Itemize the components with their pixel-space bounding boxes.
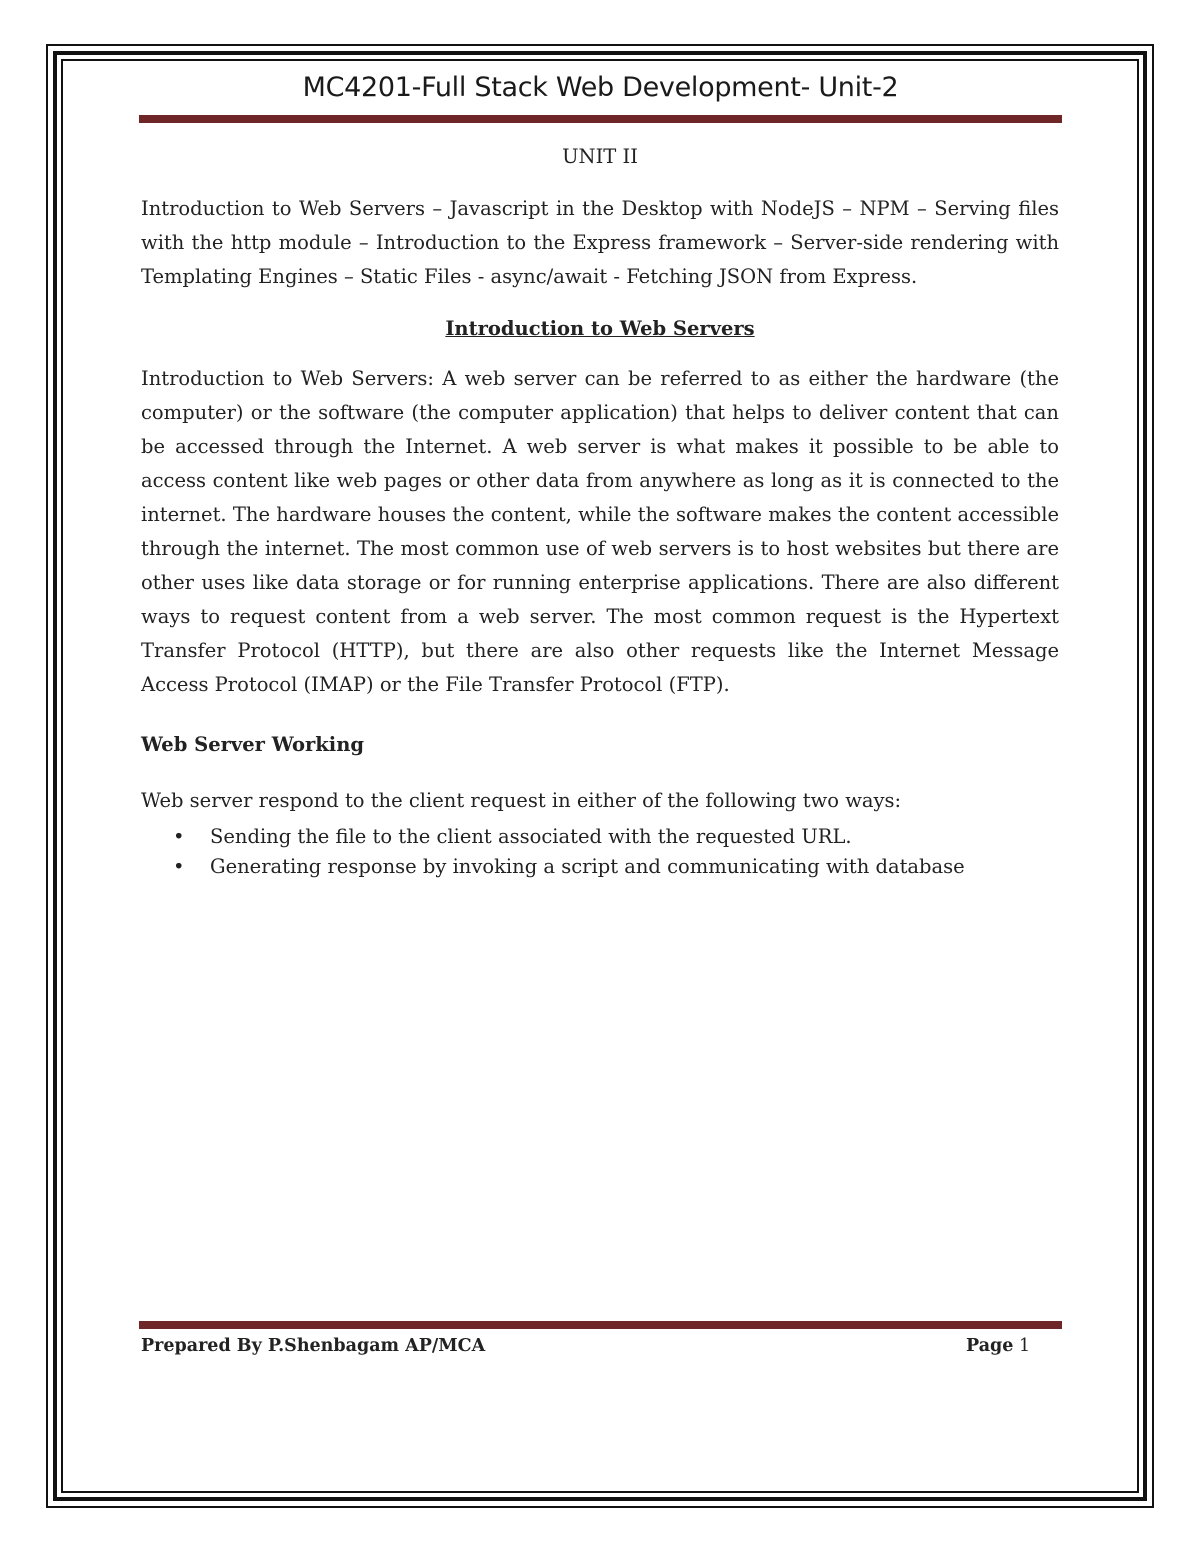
page-header-title: MC4201-Full Stack Web Development- Unit-2: [302, 72, 899, 103]
list-item-text: Generating response by invoking a script and communicating with database: [210, 855, 965, 878]
page-content: [141, 140, 1059, 882]
footer-page-number: [966, 1336, 1030, 1356]
page-label: Page: [966, 1336, 1014, 1356]
section-body-paragraph: Introduction to Web Servers: A web server can be referred to as either the hardware (the computer) or the software (the computer application) that helps to deliver content that can be accessed through the Internet. A web server is what makes it possible to be able to access content like web pages or other data from anywhere as long as it is connected to the internet. The hardware houses the content, while the software makes the content accessible through the internet. The most common use of web servers is to host websites but there are other uses like data storage or for running enterprise applications. There are also different ways to request content from a web server. The most common request is the Hypertext Transfer Protocol (HTTP), but there are also other requests like the Internet Message Access Protocol (IMAP) or the File Transfer Protocol (FTP).: [141, 367, 1059, 696]
list-item: [141, 822, 1059, 852]
list-item-text: Sending the file to the client associated with the requested URL.: [210, 825, 852, 848]
footer-prepared-by: Prepared By P.Shenbagam AP/MCA: [141, 1336, 486, 1356]
header-rule: [139, 115, 1062, 123]
unit-label: UNIT II: [562, 145, 638, 168]
section-heading: Introduction to Web Servers: [445, 317, 755, 340]
working-bullet-list: [141, 822, 1059, 882]
bullet-icon: •: [173, 855, 185, 878]
page-number: 1: [1018, 1336, 1031, 1356]
syllabus-paragraph: Introduction to Web Servers – Javascript in the Desktop with NodeJS – NPM – Serving files with the http module – Introduction to the Express framework – Server-side rendering with Templating Engines – Static Files - async/await - Fetching JSON from Express.: [141, 197, 1059, 288]
list-item: [141, 852, 1059, 882]
footer-rule: [139, 1321, 1062, 1329]
web-server-working-heading: Web Server Working: [141, 733, 365, 756]
bullet-icon: •: [173, 825, 185, 848]
working-intro: Web server respond to the client request in either of the following two ways:: [141, 789, 902, 812]
